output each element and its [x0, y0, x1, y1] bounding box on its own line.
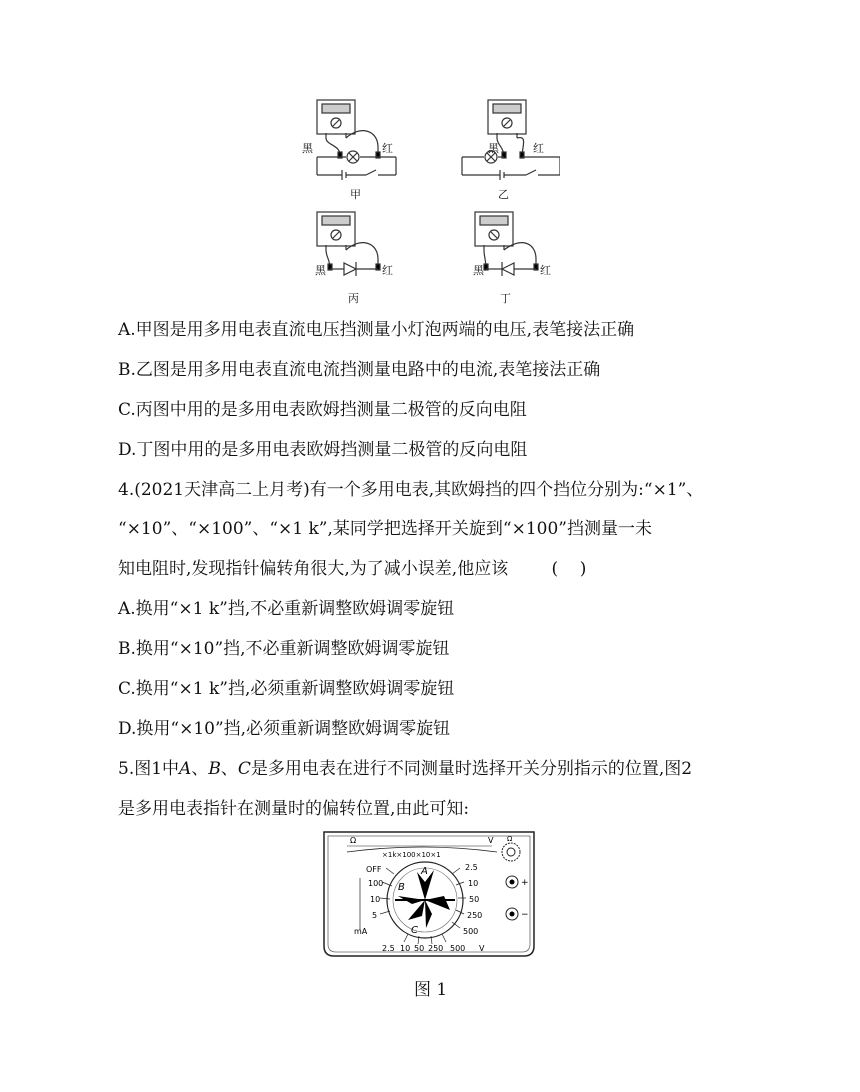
range-vdc-250: 250 — [467, 911, 483, 920]
q4-option-c: C.换用“×1 k”挡,必须重新调整欧姆调零旋钮 — [118, 679, 455, 699]
label-red-bing: 红 — [382, 264, 393, 277]
ohm-range-scale: ×1k×100×10×1 — [382, 851, 441, 859]
jack-negative[interactable] — [506, 908, 518, 920]
circuit-jia — [317, 100, 396, 180]
q3-option-c: C.丙图中用的是多用电表欧姆挡测量二极管的反向电阻 — [118, 400, 527, 420]
range-vdc-500: 500 — [463, 927, 479, 936]
q4-stem-line2: “×10”、“×100”、“×1 k”,某同学把选择开关旋到“×100”挡测量一未 — [118, 519, 652, 539]
position-b: B — [208, 759, 221, 779]
vac-label: V — [479, 944, 485, 953]
range-vac-2.5: 2.5 — [382, 944, 395, 953]
label-black-ding: 黑 — [473, 264, 484, 277]
circuit-figures — [300, 95, 560, 305]
jack-negative-label: − — [521, 910, 529, 920]
range-vdc-10: 10 — [468, 879, 479, 888]
label-black-bing: 黑 — [315, 264, 326, 277]
range-vac-500: 500 — [450, 944, 466, 953]
position-a-label: A — [421, 866, 428, 877]
circuit-ding — [475, 212, 538, 276]
caption-bing: 丙 — [348, 292, 359, 305]
q3-option-b: B.乙图是用多用电表直流电流挡测量电路中的电流,表笔接法正确 — [118, 360, 601, 380]
q5-stem-line1: 5.图1中A、B、C是多用电表在进行不同测量时选择开关分别指示的位置,图2 — [118, 759, 693, 779]
circuit-yi — [462, 100, 560, 180]
caption-yi: 乙 — [498, 188, 509, 201]
multimeter-figure — [322, 830, 536, 960]
range-vac-10: 10 — [400, 944, 411, 953]
label-black-jia: 黑 — [302, 142, 313, 155]
jack-positive-label: + — [521, 878, 529, 888]
q5-stem-line2: 是多用电表指针在测量时的偏转位置,由此可知: — [118, 799, 470, 819]
label-black-yi: 黑 — [488, 142, 499, 155]
label-red-yi: 红 — [533, 142, 544, 155]
range-vac-50: 50 — [414, 944, 425, 953]
q4-option-a: A.换用“×1 k”挡,不必重新调整欧姆调零旋钮 — [118, 599, 455, 619]
q3-option-d: D.丁图中用的是多用电表欧姆挡测量二极管的反向电阻 — [118, 440, 528, 460]
q4-stem-line1: 4.(2021天津高二上月考)有一个多用电表,其欧姆挡的四个挡位分别为:“×1”、 — [118, 480, 704, 500]
figure-1-caption: 图 1 — [414, 980, 448, 1000]
range-vdc-2.5: 2.5 — [465, 863, 478, 872]
q4-option-b: B.换用“×10”挡,不必重新调整欧姆调零旋钮 — [118, 639, 450, 659]
position-b-label: B — [398, 882, 405, 893]
range-ma-100: 100 — [368, 879, 384, 888]
range-vac-250: 250 — [428, 944, 444, 953]
range-vdc-50: 50 — [469, 895, 480, 904]
position-c: C — [237, 759, 251, 779]
ohm-zero-label: Ω — [507, 835, 513, 843]
range-ma-5: 5 — [372, 911, 378, 920]
ma-label: mA — [354, 927, 368, 936]
ohm-scale-label: Ω — [350, 836, 357, 845]
jack-positive[interactable] — [506, 876, 518, 888]
position-a: A — [179, 759, 192, 779]
caption-jia: 甲 — [350, 188, 361, 201]
q4-option-d: D.换用“×10”挡,必须重新调整欧姆调零旋钮 — [118, 719, 451, 739]
position-c-label: C — [411, 925, 418, 936]
q4-stem-line3: 知电阻时,发现指针偏转角很大,为了减小误差,他应该 ( ) — [118, 559, 587, 579]
caption-ding: 丁 — [500, 292, 511, 305]
label-red-ding: 红 — [540, 264, 551, 277]
volt-scale-label: V — [488, 836, 494, 845]
q3-option-a: A.甲图是用多用电表直流电压挡测量小灯泡两端的电压,表笔接法正确 — [118, 320, 635, 340]
label-red-jia: 红 — [382, 142, 393, 155]
range-ma-10: 10 — [370, 895, 381, 904]
range-off: OFF — [366, 865, 382, 874]
circuit-bing — [317, 212, 380, 276]
